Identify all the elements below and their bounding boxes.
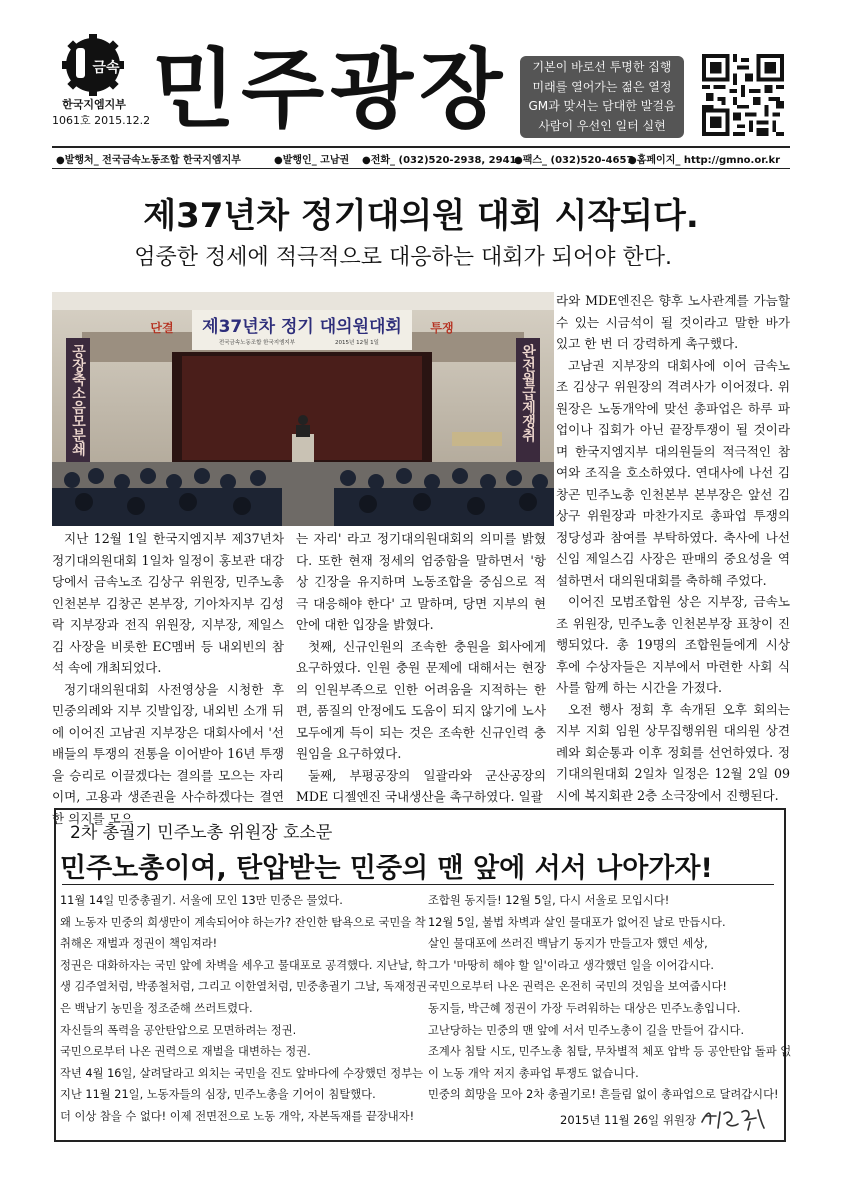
article-headline: 제37년차 정기대의원 대회 시작되다.	[143, 196, 699, 236]
appeal-line: 왜 노동자 민중의 희생만이 계속되어야 하는가? 잔인한 탐욕으로 국민을 착	[60, 915, 426, 929]
appeal-line: 조계사 침탈 시도, 민주노총 침탈, 무차별적 체포 압박 등 공안탄압 돌파 없	[428, 1045, 792, 1059]
appeal-line: 이 노동 개악 저지 총파업 투쟁도 없습니다.	[428, 1066, 639, 1080]
photo-emblem-left: 단결	[150, 321, 174, 335]
qr-code[interactable]	[702, 54, 784, 136]
article-column-1	[52, 528, 284, 829]
article-column-2	[296, 528, 546, 808]
photo-left-banner: 공장축소음모분쇄	[70, 344, 86, 456]
appeal-line: 12월 5일, 불법 차벽과 살인 물대포가 없어진 날로 만듭시다.	[428, 915, 726, 929]
photo-banner-title: 제37년차 정기 대의원대회	[202, 317, 402, 337]
issuer-info: ●발행인_ 고남권	[274, 155, 350, 166]
slogan-line: 기본이 바로선 투명한 집행	[532, 60, 672, 74]
slogan-line: 사람이 우선인 일터 실현	[538, 118, 666, 133]
handwritten-signature	[698, 1104, 768, 1132]
signature-date: 2015년 11월 26일 위원장	[560, 1113, 697, 1127]
paragraph: 는 자리' 라고 정기대의원대회의 의미를 밝혔다. 또한 현재 정세의 엄중함을 말하면서 '항상 긴장을 유지하며 노동조합을 중심으로 적극 대응해야 한다' 고 말하며, 당면 지부의 현안에 대한 입장을 밝혔다.	[296, 531, 546, 632]
appeal-line: 국민으로부터 나온 권력으로 재벌을 대변하는 정권.	[60, 1045, 311, 1059]
appeal-line: 고난당하는 민중의 맨 앞에 서서 민주노총이 길을 만들어 갑시다.	[428, 1023, 745, 1037]
paragraph: 정기대의원대회 사전영상을 시청한 후 민중의례와 지부 깃발입장, 내외빈 소개 뒤에 이어진 고남권 지부장은 대회사에서 '선배들의 투쟁의 전통을 이어받아 16년 투쟁을 승리로 이끌겠다는 결의를 모으는 자리이며, 고용과 생존권을 사수하겠다는 결연한 의지를 모으	[52, 681, 284, 826]
slogan-line: 미래를 열어가는 젊은 열정	[532, 79, 672, 94]
photo-emblem-right: 투쟁	[430, 321, 454, 335]
photo-banner-org: 전국금속노동조합 한국지엠지부	[218, 340, 296, 346]
appeal-line: 동지들, 박근혜 정권이 가장 두려워하는 대상은 민주노총입니다.	[428, 1001, 741, 1015]
fax-info: ●팩스_ (032)520-4657	[514, 155, 634, 166]
appeal-line: 생 김주열처럼, 박종철처럼, 그리고 이한열처럼, 민중총궐기 그날, 독재정권	[60, 980, 427, 994]
appeal-divider	[62, 884, 774, 885]
appeal-line: 정권은 대화하자는 국민 앞에 차벽을 세우고 물대포로 공격했다. 지난날, 학	[60, 958, 427, 972]
appeal-line: 은 백남기 농민을 정조준해 쓰러트렸다.	[60, 1001, 253, 1015]
appeal-left-column	[60, 890, 427, 1128]
appeal-line: 살인 물대포에 쓰러진 백남기 동지가 만들고자 했던 세상,	[428, 937, 708, 951]
logo-text: 금속	[92, 60, 120, 76]
homepage-link[interactable]: ●홈페이지_ http://gmno.or.kr	[628, 155, 781, 166]
appeal-line: 국민으로부터 나온 권력은 온전히 국민의 것임을 보여줍시다!	[428, 980, 727, 994]
publication-info-bar	[52, 146, 790, 169]
article-column-3	[556, 290, 790, 806]
newspaper-title: 민주광장	[152, 40, 509, 140]
paragraph: 지난 12월 1일 한국지엠지부 제37년차 정기대의원대회 1일차 일정이 홍보관 대강당에서 금속노조 김상구 위원장, 민주노총 인천본부 김창곤 본부장, 기아차지부 김성락 지부장과 전직 위원장, 지부장, 제일스김 사장을 비롯한 EC멤버 등 내외빈의 참석 속에 개최되었다.	[52, 531, 284, 675]
appeal-line: 취해온 재벌과 정권이 책임져라!	[60, 937, 218, 951]
issue-number: 1061호 2015.12.2	[52, 114, 151, 127]
photo-banner-date: 2015년 12월 1일	[335, 340, 379, 346]
paragraph: 오전 행사 정회 후 속개된 오후 회의는 지부 지회 임원 상무집행위원 대의원 상견례와 회순통과 이후 정회를 선언하였다. 정기대의원대회 2일차 일정은 12월 2일 09시에 복지회관 2층 소극장에서 진행된다.	[556, 701, 790, 803]
appeal-line: 조합원 동지들! 12월 5일, 다시 서울로 모입시다!	[428, 894, 670, 907]
publisher-info: ●발행처_ 전국금속노동조합 한국지엠지부	[56, 155, 241, 166]
appeal-line: 자신들의 폭력을 공안탄압으로 모면하려는 정권.	[60, 1023, 297, 1037]
union-logo	[58, 34, 128, 96]
photo-right-banner: 완전월급제쟁취	[520, 344, 536, 442]
paragraph: 고남권 지부장의 대회사에 이어 금속노조 김상구 위원장의 격려사가 이어졌다. 위원장은 노동개악에 맞선 총파업은 하루 파업이나 집회가 아닌 끝장투쟁이 될 것이라며 한국지엠지부 대의원들의 적극적인 참여와 조직을 호소하였다. 연대사에 나선 김창곤 민주노총 인천본부 본부장은 앞선 김상구 위원장과 마찬가지로 총파업 투쟁의 정당성과 참여를 부탁하였다. 축사에 나선 신임 제일스김 사장은 판매의 중요성을 역설하면서 대의원대회를 축하해 주었다.	[556, 357, 790, 588]
appeal-right-column	[428, 890, 792, 1106]
paragraph: 라와 MDE엔진은 향후 노사관계를 가늠할 수 있는 시금석이 될 것이라고 말한 바가 있고 한 번 더 강력하게 촉구했다.	[556, 293, 790, 351]
appeal-line: 11월 14일 민중총궐기. 서울에 모인 13만 민중은 물었다.	[60, 894, 343, 907]
appeal-title: 민주노총이여, 탄압받는 민중의 맨 앞에 서서 나아가자!	[60, 853, 713, 884]
paragraph: 첫째, 신규인원의 조속한 충원을 회사에게 요구하였다. 인원 충원 문제에 대해서는 현장의 인원부족으로 인한 어려움을 지적하는 한편, 품질의 안정에도 도움이 되지 않기에 노사 모두에게 득이 되는 것은 조속한 신규인력 충원임을 요구하였다.	[296, 638, 546, 761]
appeal-line: 더 이상 참을 수 없다! 이제 전면전으로 노동 개악, 자본독재를 끝장내자!	[60, 1109, 415, 1123]
appeal-line: 지난 11월 21일, 노동자들의 심장, 민주노총을 기어이 침탈했다.	[60, 1088, 376, 1102]
paragraph: 둘째, 부평공장의 일괄라와 군산공장의 MDE 디젤엔진 국내생산을 촉구하였다. 일괄	[296, 767, 546, 804]
org-name: 한국지엠지부	[62, 98, 126, 111]
appeal-line: 그가 '마땅히 해야 할 일'이라고 생각했던 일을 이어갑시다.	[428, 958, 714, 972]
phone-info: ●전화_ (032)520-2938, 2941	[362, 155, 517, 166]
convention-photo	[52, 292, 554, 526]
appeal-line: 민중의 희망을 모아 2차 총궐기로! 흔들림 없이 총파업으로 달려갑시다!	[428, 1088, 779, 1102]
article-subheadline: 엄중한 정세에 적극적으로 대응하는 대회가 되어야 한다.	[134, 245, 672, 270]
slogan-box	[520, 56, 684, 138]
appeal-kicker: 2차 총궐기 민주노총 위원장 호소문	[70, 823, 333, 843]
paragraph: 이어진 모범조합원 상은 지부장, 금속노조 위원장, 민주노총 인천본부장 표창이 진행되었다. 총 19명의 조합원들에게 시상 후에 수상자들은 지부에서 마련한 사회 식사를 함께 하는 시간을 가졌다.	[556, 594, 790, 695]
slogan-line: GM과 맞서는 담대한 발걸음	[528, 99, 676, 113]
appeal-line: 작년 4월 16일, 살려달라고 외치는 국민을 진도 앞바다에 수장했던 정부는	[60, 1066, 424, 1080]
